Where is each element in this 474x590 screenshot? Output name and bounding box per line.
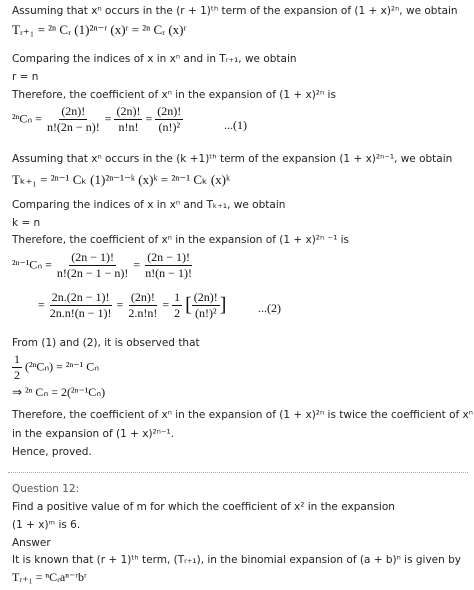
question-heading: Question 12: bbox=[12, 483, 80, 495]
fraction: $\frac{1}{2}$ bbox=[14, 352, 20, 382]
equation-rhs: (²ⁿCₙ) = ²ⁿ⁻¹ Cₙ bbox=[25, 359, 100, 374]
text-line-r-eq-n: r = n bbox=[12, 71, 39, 83]
text-line-conclusion-1: Therefore, the coefficient of xⁿ in the expansion of (1 + x)²ⁿ is twice the coefficient of xⁿ bbox=[12, 409, 473, 421]
equation-general-term: Tᵣ₊₁ = ⁿCᵣaⁿ⁻ʳbʳ bbox=[12, 570, 87, 584]
text-line-k-eq-n: k = n bbox=[12, 217, 41, 229]
equation-coefficient-1: ²ⁿCₙ = $\frac{(2n)!}{n!(2n - n)!}$ = $\frac{(2n)!}{n!n!}$ = $\frac{(2n)!}{\text{(n!)²}}$ bbox=[12, 104, 182, 134]
text-line-assumption-k: Assuming that xⁿ occurs in the (k +1)ᵗʰ term of the expansion (1 + x)²ⁿ⁻¹, we obtain bbox=[12, 153, 453, 165]
text-line-compare-k: Comparing the indices of x in xⁿ and Tₖ₊₁, we obtain bbox=[12, 199, 286, 211]
fraction: $\frac{2n.(2n - 1)!}{2n.n!(n - 1)!}$ bbox=[49, 290, 112, 320]
question-text-line-2: (1 + x)ᵐ is 6. bbox=[12, 519, 81, 531]
equation-tr1: Tᵣ₊₁ = ²ⁿ Cᵣ (1)²ⁿ⁻ʳ (x)ʳ = ²ⁿ Cᵣ (x)ʳ bbox=[12, 22, 187, 37]
text-line-conclusion-2: in the expansion of (1 + x)²ⁿ⁻¹. bbox=[12, 428, 175, 440]
fraction: $\frac{(2n)!}{\text{(n!)²}}$ bbox=[157, 104, 182, 134]
answer-label: Answer bbox=[12, 537, 51, 549]
fraction: $\frac{(2n - 1)!}{n!(2n - 1 - n)!}$ bbox=[56, 250, 129, 280]
equation-coefficient-2a: ²ⁿ⁻¹Cₙ = $\frac{(2n - 1)!}{n!(2n - 1 - n)!}$ = $\frac{(2n - 1)!}{n!(n - 1)!}$ bbox=[12, 250, 192, 280]
equation-tag-1: ...(1) bbox=[224, 118, 247, 132]
equation-implies: ⇒ ²ⁿ Cₙ = 2(²ⁿ⁻¹Cₙ) bbox=[12, 385, 106, 399]
text-line-coefficient-2n: Therefore, the coefficient of xⁿ in the expansion of (1 + x)²ⁿ is bbox=[12, 89, 336, 101]
text-line-compare-r: Comparing the indices of x in xⁿ and in Tᵣ₊₁, we obtain bbox=[12, 53, 297, 65]
question-text-line-1: Find a positive value of m for which the coefficient of x² in the expansion bbox=[12, 501, 395, 513]
text-line-observation: From (1) and (2), it is observed that bbox=[12, 337, 200, 349]
text-line-assumption-r: Assuming that xⁿ occurs in the (r + 1)ᵗʰ term of the expansion of (1 + x)²ⁿ, we obtain bbox=[12, 5, 458, 17]
fraction: $\frac{1}{2}$ bbox=[174, 290, 181, 320]
equation-tk1: Tₖ₊₁ = ²ⁿ⁻¹ Cₖ (1)²ⁿ⁻¹⁻ᵏ (x)ᵏ = ²ⁿ⁻¹ Cₖ (x)ᵏ bbox=[12, 172, 231, 187]
fraction: $\frac{(2n)!}{n!n!}$ bbox=[116, 104, 141, 134]
text-line-hence-proved: Hence, proved. bbox=[12, 446, 92, 458]
equation-lhs: ²ⁿCₙ = bbox=[12, 111, 42, 126]
fraction: $\frac{(2n)!}{\text{(n!)²}}$ bbox=[193, 290, 218, 320]
fraction: $\frac{(2n)!}{n!(2n - n)!}$ bbox=[46, 104, 100, 134]
fraction: $\frac{(2n - 1)!}{n!(n - 1)!}$ bbox=[145, 250, 192, 280]
section-divider bbox=[8, 472, 468, 473]
equation-coefficient-2b: = $\frac{2n.(2n - 1)!}{2n.n!(n - 1)!}$ = $\frac{(2n)!}{2.n!n!}$ = $\frac{1}{2}$ [ $\frac{(2n)!}{\text{(n!)²}}$ ] bbox=[38, 290, 227, 320]
text-line-coefficient-2n-1: Therefore, the coefficient of xⁿ in the expansion of (1 + x)²ⁿ ⁻¹ is bbox=[12, 234, 349, 246]
equation-half-relation bbox=[12, 352, 99, 383]
equation-lhs: ²ⁿ⁻¹Cₙ = bbox=[12, 257, 52, 272]
text-line-general-term: It is known that (r + 1)ᵗʰ term, (Tᵣ₊₁), in the binomial expansion of (a + b)ⁿ is given by bbox=[12, 554, 462, 566]
equation-tag-2: ...(2) bbox=[258, 301, 281, 315]
fraction: $\frac{(2n)!}{2.n!n!}$ bbox=[128, 290, 158, 320]
